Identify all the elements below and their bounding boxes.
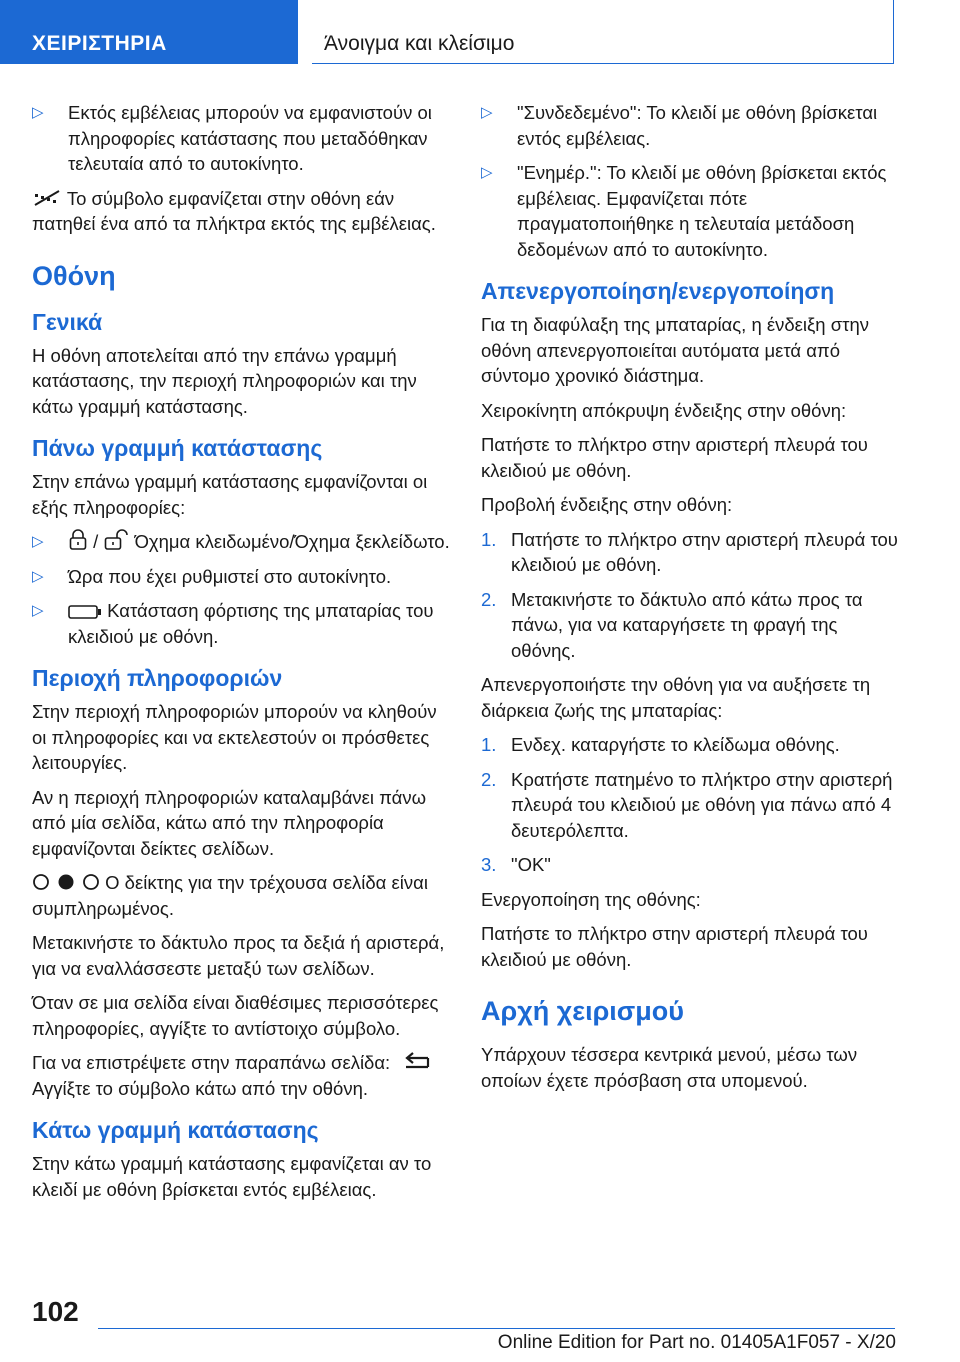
bullet-triangle-icon: ▷ [32,602,44,619]
list-item-text: Εκτός εμβέλειας μπορούν να εμφανιστούν οι πληροφορίες κατάστασης που μεταδόθηκαν τελευταία από το αυτοκίνητο. [68,102,432,174]
list-item [32,100,450,177]
heading-info-area: Περιοχή πληροφοριών [32,665,283,691]
list-item [481,100,899,151]
list-item-text: Όχημα κλειδωμένο/Όχημα ξεκλείδωτο. [134,531,450,552]
step-item [481,527,899,578]
paragraph: Μετακινήστε το δάκτυλο προς τα δεξιά ή αριστερά, για να εναλλάσσεστε μεταξύ των σελίδων. [32,932,445,979]
note-text: Το σύμβολο εμφανίζεται στην οθόνη εάν πατηθεί ένα από τα πλήκτρα εκτός της εμβέλειας. [32,187,436,234]
footer-divider [98,1328,895,1329]
note-paragraph [32,186,450,237]
step-text: Πατήστε το πλήκτρο στην αριστερή πλευρά του κλειδιού με οθόνη. [511,528,898,575]
step-number: 3. [481,854,497,875]
list-item-text: "Ενημέρ.": Το κλειδί με οθόνη βρίσκεται εκτός εμβέλειας. Εμφανίζεται πότε πραγματοποιήθηκε η τελευταία μετάδοση δεδομένων από το αυτοκίνητο. [517,162,887,260]
heading-display: Οθόνη [32,260,116,291]
paragraph [32,870,450,921]
page-dots-icon [32,872,100,892]
lock-closed-icon [68,529,88,551]
paragraph: Πατήστε το πλήκτρο στην αριστερή πλευρά του κλειδιού με οθόνη. [481,434,868,481]
step-item [481,767,899,844]
step-text: "OK" [511,854,551,875]
paragraph: Στην κάτω γραμμή κατάστασης εμφανίζεται αν το κλειδί με οθόνη βρίσκεται εντός εμβέλειας. [32,1153,432,1200]
paragraph: Ενεργοποίηση της οθόνης: [481,888,701,910]
heading-top-status-bar: Πάνω γραμμή κατάστασης [32,435,323,461]
step-text: Κρατήστε πατημένο το πλήκτρο στην αριστερή πλευρά του κλειδιού με οθόνη για πάνω από 4 δευτερόλεπτα. [511,768,893,841]
chapter-title: Άνοιγμα και κλείσιμο [312,0,894,64]
paragraph: Η οθόνη αποτελείται από την επάνω γραμμή κατάστασης, την περιοχή πληροφοριών και την κάτω γραμμή κατάστασης. [32,344,417,417]
bullet-triangle-icon: ▷ [32,533,44,550]
edition-note: Online Edition for Part no. 01405A1F057 - X/20 [497,1332,896,1353]
bullet-triangle-icon: ▷ [32,567,44,585]
paragraph [32,1050,450,1101]
separator: / [93,531,99,552]
list-item [32,564,450,590]
heading-deactivate-activate: Απενεργοποίηση/ενεργοποίηση [481,278,835,304]
paragraph: Όταν σε μια σελίδα είναι διαθέσιμες περισσότερες πληροφορίες, αγγίξτε το αντίστοιχο σύμβολο. [32,992,439,1039]
paragraph: Πατήστε το πλήκτρο στην αριστερή πλευρά του κλειδιού με οθόνη. [481,923,868,970]
list-item [32,598,450,649]
page-header [0,0,960,68]
paragraph-text: Αγγίξτε το σύμβολο κάτω από την οθόνη. [32,1077,369,1099]
step-item [481,587,899,664]
no-signal-icon [32,188,62,208]
step-number: 1. [481,734,497,755]
lock-open-icon [103,529,129,551]
step-number: 1. [481,528,497,550]
list-item-text: "Συνδεδεμένο": Το κλειδί με οθόνη βρίσκεται εντός εμβέλειας. [517,102,878,149]
step-item [481,852,899,878]
battery-icon [68,604,102,620]
list-item [32,529,450,555]
heading-general: Γενικά [32,308,103,335]
paragraph: Υπάρχουν τέσσερα κεντρικά μενού, μέσω των οποίων έχετε πρόσβαση στα υπομενού. [481,1044,858,1091]
bullet-triangle-icon: ▷ [481,164,493,181]
paragraph: Αν η περιοχή πληροφοριών καταλαμβάνει πάνω από μία σελίδα, κάτω από την πληροφορία εμφανίζονται δείκτες σελίδων. [32,786,427,859]
bullet-triangle-icon: ▷ [32,104,44,121]
back-arrow-icon [403,1052,431,1072]
paragraph: Στην επάνω γραμμή κατάστασης εμφανίζονται οι εξής πληροφορίες: [32,471,428,518]
paragraph: Απενεργοποιήστε την οθόνη για να αυξήσετε τη διάρκεια ζωής της μπαταρίας: [481,674,871,721]
step-text: Ενδεχ. καταργήστε το κλείδωμα οθόνης. [511,734,840,755]
step-number: 2. [481,768,497,790]
paragraph: Στην περιοχή πληροφοριών μπορούν να κληθούν οι πληροφορίες και να εκτελεστούν οι πρόσθετες λειτουργίες. [32,701,437,773]
list-item [481,160,899,262]
list-item-text: Κατάσταση φόρτισης της μπαταρίας του κλειδιού με οθόνη. [68,600,434,647]
paragraph: Για τη διαφύλαξη της μπαταρίας, η ένδειξη στην οθόνη απενεργοποιείται αυτόματα μετά από σύντομο χρονικό διάστημα. [481,314,870,386]
heading-operating-principle: Αρχή χειρισμού [481,996,685,1026]
bullet-triangle-icon: ▷ [481,104,493,121]
right-column [481,100,899,1102]
step-text: Μετακινήστε το δάκτυλο από κάτω προς τα πάνω, για να καταργήσετε τη φραγή της οθόνης. [511,588,863,661]
paragraph-text: Ο δείκτης για την τρέχουσα σελίδα είναι συμπληρωμένος. [32,872,428,919]
section-title: ΧΕΙΡΙΣΤΗΡΙΑ [0,0,298,64]
paragraph-text: Για να επιστρέψετε στην παραπάνω σελίδα: [32,1052,391,1073]
step-item [481,732,899,758]
heading-bottom-status-bar: Κάτω γραμμή κατάστασης [32,1117,319,1143]
page-number: 102 [32,1296,79,1327]
list-item-text: Ώρα που έχει ρυθμιστεί στο αυτοκίνητο. [68,565,392,587]
paragraph: Προβολή ένδειξης στην οθόνη: [481,494,733,515]
paragraph: Χειροκίνητη απόκρυψη ένδειξης στην οθόνη: [481,399,847,421]
step-number: 2. [481,588,497,610]
left-column [32,100,450,1211]
